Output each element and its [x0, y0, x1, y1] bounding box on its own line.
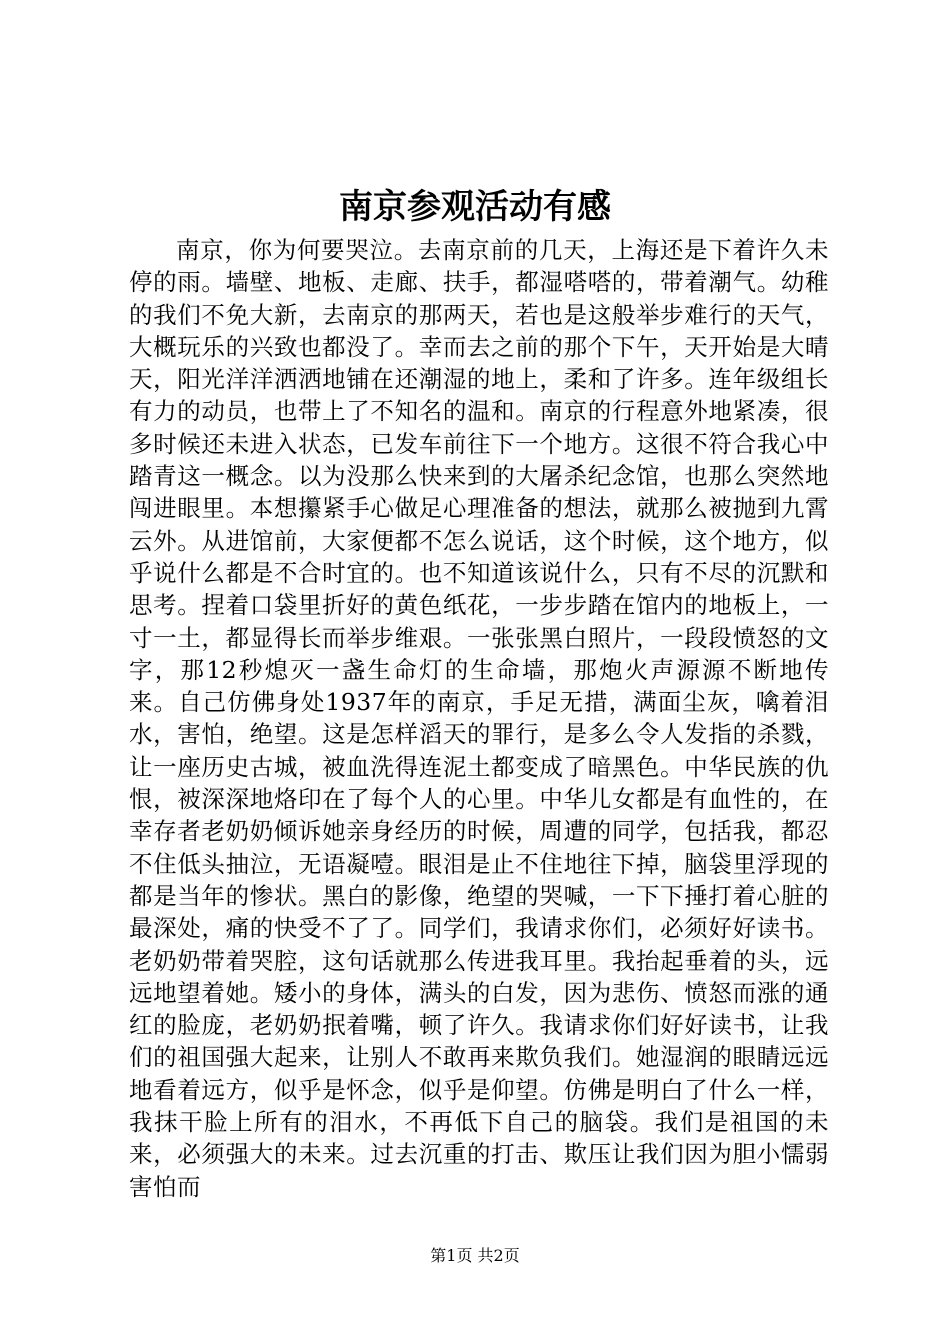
document-title: 南京参观活动有感: [339, 187, 611, 227]
document-body-paragraph: 南京，你为何要哭泣。去南京前的几天，上海还是下着许久未停的雨。墙壁、地板、走廊、扶手，都湿嗒嗒的，带着潮气。幼稚的我们不免大新，去南京的那两天，若也是这般举步难行的天气，大概玩乐的兴致也都没了。幸而去之前的那个下午，天开始是大晴天，阳光洋洋洒洒地铺在还潮湿的地上，柔和了许多。连年级组长有力的动员，也带上了不知名的温和。南京的行程意外地紧凑，很多时候还未进入状态，已发车前往下一个地方。这很不符合我心中踏青这一概念。以为没那么快来到的大屠杀纪念馆，也那么突然地闯进眼里。本想攥紧手心做足心理准备的想法，就那么被抛到九霄云外。从进馆前，大家便都不怎么说话，这个时候，这个地方，似乎说什么都是不合时宜的。也不知道该说什么，只有不尽的沉默和思考。捏着口袋里折好的黄色纸花，一步步踏在馆内的地板上，一寸一土，都显得长而举步维艰。一张张黑白照片，一段段愤怒的文字，那12秒熄灭一盏生命灯的生命墙，那炮火声源源不断地传来。自己仿佛身处1937年的南京，手足无措，满面尘灰，噙着泪水，害怕，绝望。这是怎样滔天的罪行，是多么令人发指的杀戮，让一座历史古城，被血洗得连泥土都变成了暗黑色。中华民族的仇恨，被深深地烙印在了每个人的心里。中华儿女都是有血性的，在幸存者老奶奶倾诉她亲身经历的时候，周遭的同学，包括我，都忍不住低头抽泣，无语凝噎。眼泪是止不住地往下掉，脑袋里浮现的都是当年的惨状。黑白的影像，绝望的哭喊，一下下捶打着心脏的最深处，痛的快受不了了。同学们，我请求你们，必须好好读书。老奶奶带着哭腔，这句话就那么传进我耳里。我抬起垂着的头，远远地望着她。矮小的身体，满头的白发，因为悲伤、愤怒而涨的通红的脸庞，老奶奶抿着嘴，顿了许久。我请求你们好好读书，让我们的祖国强大起来，让别人不敢再来欺负我们。她湿润的眼睛远远地看着远方，似乎是怀念，似乎是仰望。仿佛是明白了什么一样，我抹干脸上所有的泪水，不再低下自己的脑袋。我们是祖国的未来，必须强大的未来。过去沉重的打击、欺压让我们因为胆小懦弱害怕而: [129, 236, 829, 1201]
page-number-footer: 第1页 共2页: [430, 1246, 520, 1265]
